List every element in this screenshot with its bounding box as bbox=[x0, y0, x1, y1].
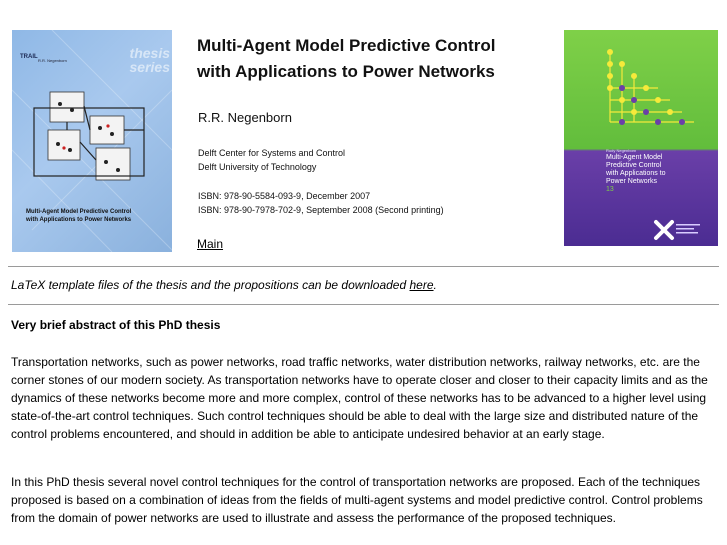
title-line1: Multi-Agent Model Predictive Control bbox=[197, 36, 496, 55]
series-line1: thesis bbox=[129, 45, 170, 61]
series-line2: series bbox=[129, 59, 170, 75]
isbn-info bbox=[198, 189, 444, 217]
abstract-heading: Very brief abstract of this PhD thesis bbox=[11, 318, 221, 332]
divider-top bbox=[8, 266, 719, 267]
cover-right-number: 13 bbox=[606, 186, 614, 193]
cover-right-title-line4: Power Networks bbox=[606, 178, 657, 185]
node-grid-icon bbox=[564, 30, 718, 150]
cover-right-title-line1: Multi-Agent Model bbox=[606, 154, 663, 161]
latex-download-note bbox=[11, 278, 437, 292]
affiliation-line1: Delft Center for Systems and Control bbox=[198, 148, 346, 158]
isbn-line1: ISBN: 978-90-5584-093-9, December 2007 bbox=[198, 191, 371, 201]
latex-download-link[interactable]: here bbox=[409, 278, 434, 292]
divider-bottom bbox=[8, 304, 719, 305]
cover-right-title bbox=[606, 154, 714, 194]
abstract-paragraph-1: Transportation networks, such as power networks, road traffic networks, water distribution networks, railway networks, etc. are the corner stones of our modern society. As transportation networks have to operate closer and closer to their capacity limits and as the dynamics of these networks become more and more complex, control of these networks has to be advanced to a higher level using state-of-the-art control techniques. Such control techniques should be able to deal with the large size and distributed nature of the control problems encountered, and should in addition be able to anticipate undesired behavior at an early stage. bbox=[11, 355, 708, 441]
cover-author: R.R. Negenborn bbox=[38, 58, 67, 63]
latex-text-end: . bbox=[433, 278, 437, 292]
main-link[interactable]: Main bbox=[197, 237, 224, 251]
cover-image-left bbox=[12, 30, 172, 252]
author-name: R.R. Negenborn bbox=[198, 110, 292, 125]
publisher-logo: TRAIL bbox=[20, 54, 38, 60]
cover-right-title-line2: Predictive Control bbox=[606, 162, 662, 169]
cover-right-title-line3: with Applications to bbox=[606, 170, 666, 177]
affiliation-line2: Delft University of Technology bbox=[198, 162, 317, 172]
abstract-paragraph-2: In this PhD thesis several novel control techniques for the control of transportation networks are proposed. Each of the techniques proposed is based on a combination of ideas from the fields of multi-agent systems and model predictive control. Control problems from the domain of power networks are used to illustrate and assess the performance of the proposed techniques. bbox=[11, 475, 703, 525]
affiliation bbox=[198, 146, 345, 174]
page-title bbox=[197, 33, 547, 85]
cover-right-author: Rudy Negenborn bbox=[606, 148, 637, 153]
cover-image-right bbox=[564, 30, 718, 246]
title-line2: with Applications to Power Networks bbox=[197, 62, 495, 81]
cover-title bbox=[26, 208, 166, 224]
isbn-line2: ISBN: 978-90-7978-702-9, September 2008 (Second printing) bbox=[198, 205, 444, 215]
cover-title-line2: with Applications to Power Networks bbox=[26, 217, 132, 223]
publisher-x-logo-icon bbox=[564, 210, 718, 246]
latex-text: LaTeX template files of the thesis and the propositions can be downloaded bbox=[11, 278, 410, 292]
cover-title-line1: Multi-Agent Model Predictive Control bbox=[26, 209, 132, 215]
